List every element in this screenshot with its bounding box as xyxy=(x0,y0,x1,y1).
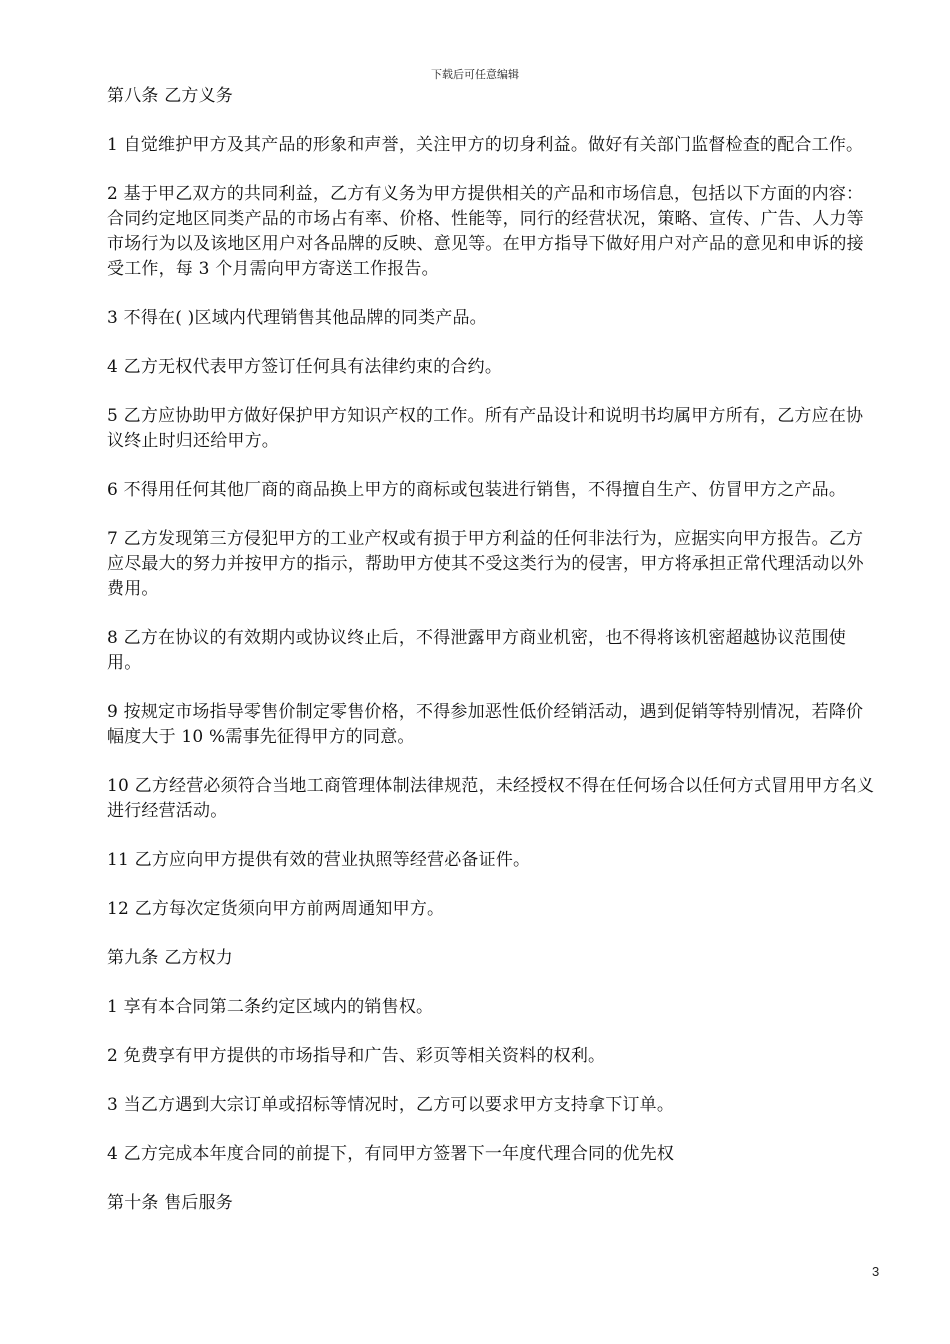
clause-8-12: 12 乙方每次定货须向甲方前两周通知甲方。 xyxy=(107,899,445,919)
clause-8-3: 3 不得在( )区域内代理销售其他品牌的同类产品。 xyxy=(107,308,487,328)
clause-8-8: 8 乙方在协议的有效期内或协议终止后，不得泄露甲方商业机密，也不得将该机密超越协议范围使用。 xyxy=(107,628,847,673)
clause-8-5: 5 乙方应协助甲方做好保护甲方知识产权的工作。所有产品设计和说明书均属甲方所有，乙方应在协议终止时归还给甲方。 xyxy=(107,406,864,451)
section-heading-9: 第九条 乙方权力 xyxy=(107,948,234,968)
clause-9-2: 2 免费享有甲方提供的市场指导和广告、彩页等相关资料的权利。 xyxy=(107,1046,606,1066)
clause-8-11: 11 乙方应向甲方提供有效的营业执照等经营必备证件。 xyxy=(107,850,531,870)
document-body xyxy=(107,84,877,1240)
clause-8-2: 2 基于甲乙双方的共同利益，乙方有义务为甲方提供相关的产品和市场信息，包括以下方面的内容：合同约定地区同类产品的市场占有率、价格、性能等，同行的经营状况，策略、宣传、广告、人力等市场行为以及该地区用户对各品牌的反映、意见等。在甲方指导下做好用户对产品的意见和申诉的接受工作，每 3 个月需向甲方寄送工作报告。 xyxy=(107,184,864,279)
clause-8-4: 4 乙方无权代表甲方签订任何具有法律约束的合约。 xyxy=(107,357,503,377)
clause-8-10: 10 乙方经营必须符合当地工商管理体制法律规范，未经授权不得在任何场合以任何方式冒用甲方名义进行经营活动。 xyxy=(107,776,875,821)
clause-8-7: 7 乙方发现第三方侵犯甲方的工业产权或有损于甲方利益的任何非法行为，应据实向甲方报告。乙方应尽最大的努力并按甲方的指示，帮助甲方使其不受这类行为的侵害，甲方将承担正常代理活动以外费用。 xyxy=(107,529,864,599)
clause-9-4: 4 乙方完成本年度合同的前提下，有同甲方签署下一年度代理合同的优先权 xyxy=(107,1144,675,1164)
clause-8-9: 9 按规定市场指导零售价制定零售价格，不得参加恶性低价经销活动，遇到促销等特别情况，若降价幅度大于 10 %需事先征得甲方的同意。 xyxy=(107,702,864,747)
clause-9-1: 1 享有本合同第二条约定区域内的销售权。 xyxy=(107,997,434,1017)
page-number: 3 xyxy=(872,1264,880,1279)
header-note: 下载后可任意编辑 xyxy=(431,68,519,81)
section-heading-10: 第十条 售后服务 xyxy=(107,1193,234,1213)
clause-8-6: 6 不得用任何其他厂商的商品换上甲方的商标或包装进行销售，不得擅自生产、仿冒甲方之产品。 xyxy=(107,480,847,500)
clause-8-1: 1 自觉维护甲方及其产品的形象和声誉，关注甲方的切身利益。做好有关部门监督检查的配合工作。 xyxy=(107,135,864,155)
clause-9-3: 3 当乙方遇到大宗订单或招标等情况时，乙方可以要求甲方支持拿下订单。 xyxy=(107,1095,675,1115)
section-heading-8: 第八条 乙方义务 xyxy=(107,86,234,106)
